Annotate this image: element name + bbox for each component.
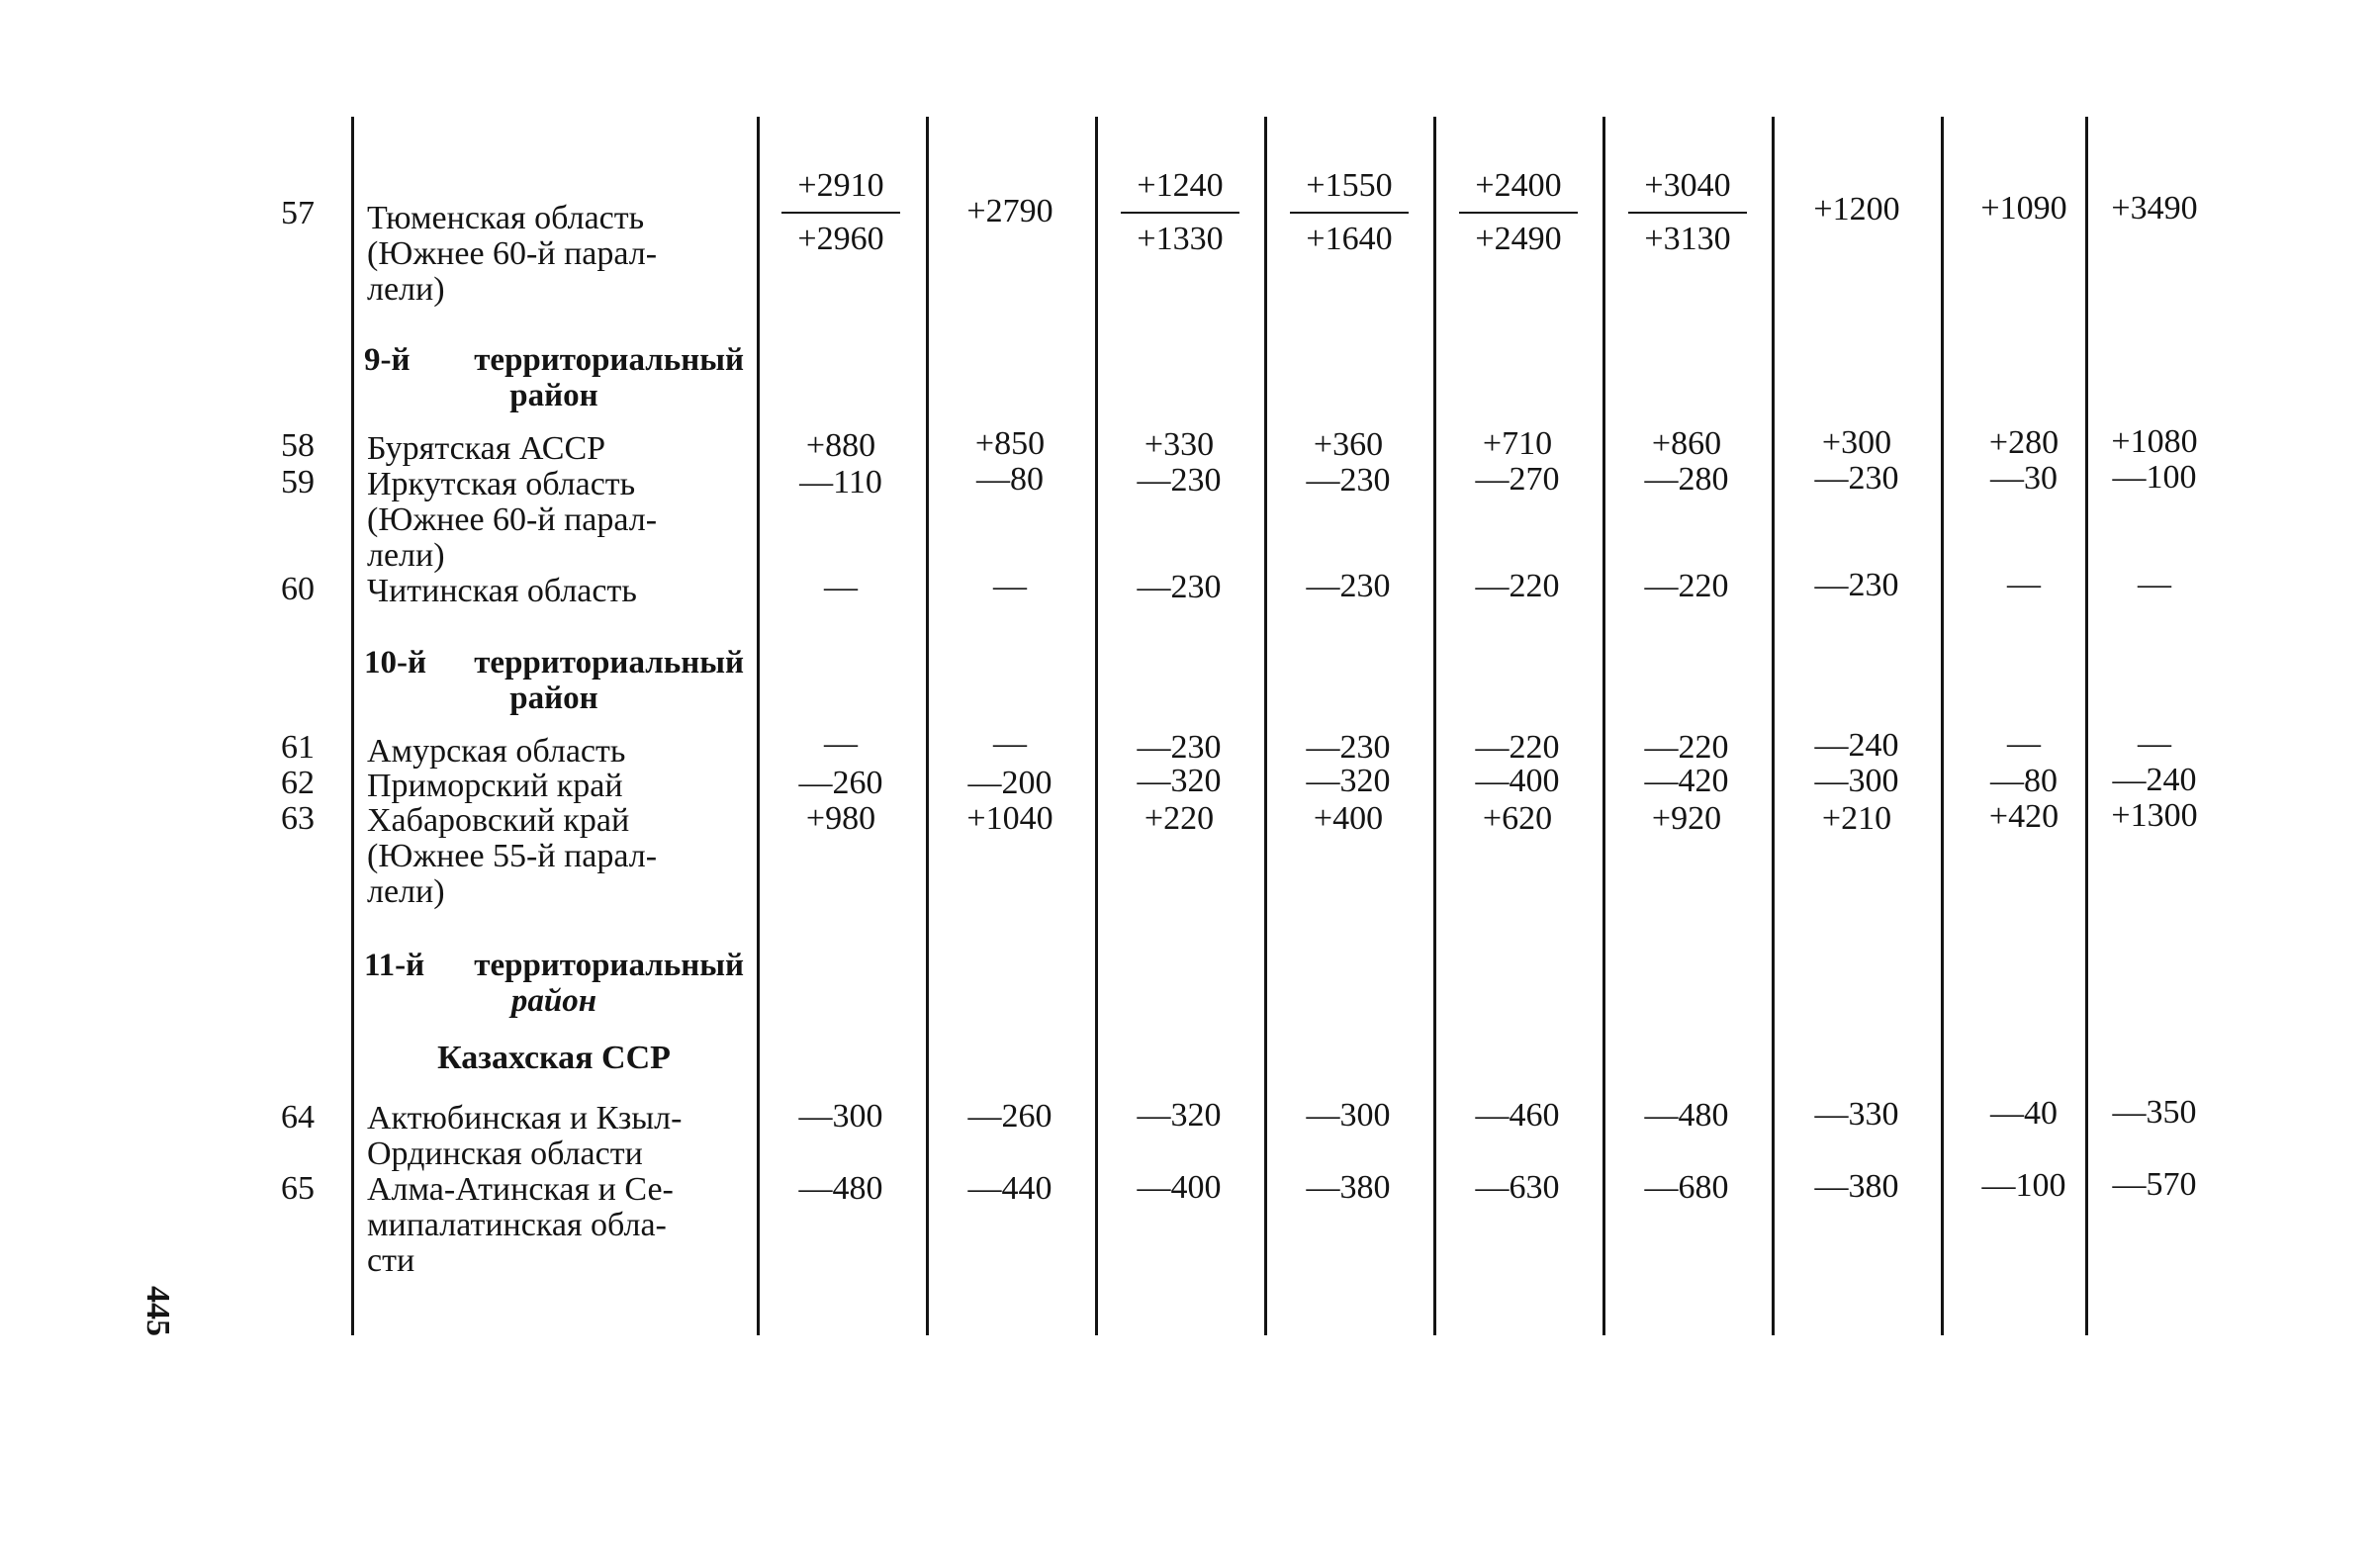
cell-value: —110 [799,464,882,500]
cell-value: —230 [1814,567,1899,603]
cell-value: —320 [1137,1097,1222,1134]
column-rule [1772,117,1775,1335]
cell-value: —80 [976,461,1044,498]
column-rule [1941,117,1944,1335]
cell-value: —300 [1814,763,1899,799]
row-number: 59 [281,464,315,500]
column-rule [1433,117,1436,1335]
cell-value: —220 [1644,729,1729,766]
cell-value: —400 [1137,1169,1222,1206]
cell-value: +710 [1482,425,1553,462]
cell-value: —460 [1475,1097,1560,1134]
row-number: 64 [281,1099,315,1136]
republic-header: Казахская ССР [437,1040,671,1076]
cell-value: +1090 [1980,190,2067,227]
cell-value: —240 [1814,727,1899,764]
cell-value: —480 [1644,1097,1729,1134]
cell-value: —400 [1475,763,1560,799]
cell-value: +620 [1482,800,1553,837]
cell-value: —270 [1475,461,1560,498]
cell-value: +330 [1144,426,1215,463]
section-header: 11-й территориальный район [364,948,744,1019]
region-name: Алма-Атинская и Се- мипалатинская обла- сти [367,1171,674,1279]
section-header: 10-й территориальный район [364,645,744,716]
cell-value: +280 [1988,424,2060,461]
cell-value: — [2138,566,2171,602]
region-name: Бурятская АССР [367,430,606,467]
cell-value: —230 [1137,569,1222,605]
cell-value: —320 [1306,763,1391,799]
column-rule [1264,117,1267,1335]
cell-value: —350 [2112,1094,2197,1131]
region-name: Хабаровский край (Южнее 55-й парал- лели) [367,802,658,910]
cell-value: —380 [1306,1169,1391,1206]
cell-value: —230 [1306,462,1391,499]
cell-value: +920 [1651,800,1722,837]
cell-value: —420 [1644,763,1729,799]
cell-value: —80 [1990,763,2058,799]
cell-value: —220 [1475,729,1560,766]
fraction-value: $\frac{+1240}{+1330}$ [1121,168,1239,257]
cell-value: —40 [1990,1095,2058,1132]
cell-value: —480 [798,1170,883,1207]
row-number: 60 [281,571,315,607]
cell-value: +1040 [966,800,1053,837]
cell-value: +420 [1988,798,2060,835]
cell-value: —230 [1306,568,1391,604]
cell-value: — [993,725,1027,762]
cell-value: —300 [1306,1097,1391,1134]
column-rule [1602,117,1605,1335]
cell-value: —280 [1644,461,1729,498]
cell-value: +850 [974,425,1046,462]
region-name: Читинская область [367,573,637,609]
cell-value: —570 [2112,1166,2197,1203]
cell-value: —680 [1644,1169,1729,1206]
cell-value: —230 [1137,729,1222,766]
cell-value: +860 [1651,425,1722,462]
column-rule [351,117,354,1335]
cell-value: +360 [1313,426,1384,463]
cell-value: — [2007,725,2041,762]
cell-value: —300 [798,1098,883,1135]
cell-value: —260 [798,765,883,801]
cell-value: —100 [2112,459,2197,496]
cell-value: +210 [1821,800,1892,837]
fraction-value: $\frac{+2910}{+2960}$ [781,168,900,257]
region-name: Амурская область [367,733,626,770]
fraction-value: $\frac{+3040}{+3130}$ [1628,168,1747,257]
region-name: Тюменская область (Южнее 60-й парал- лели) [367,200,658,308]
cell-value: —260 [967,1098,1053,1135]
cell-value: — [2007,566,2041,602]
cell-value: —220 [1644,568,1729,604]
region-name: Иркутская область (Южнее 60-й парал- лели) [367,466,658,574]
cell-value: —320 [1137,763,1222,799]
column-rule [926,117,929,1335]
cell-value: —440 [967,1170,1053,1207]
cell-value: —630 [1475,1169,1560,1206]
cell-value: +220 [1144,800,1215,837]
cell-value: —240 [2112,762,2197,798]
row-number: 61 [281,729,315,766]
row-number: 57 [281,195,315,231]
region-name: Актюбинская и Кзыл- Ординская области [367,1100,683,1172]
cell-value: —230 [1306,729,1391,766]
row-number: 62 [281,765,315,801]
cell-value: +2790 [966,193,1053,229]
section-header: 9-й территориальный район [364,342,744,413]
cell-value: —100 [1981,1167,2066,1204]
cell-value: —380 [1814,1168,1899,1205]
cell-value: —200 [967,765,1053,801]
page-number: 445 [139,1286,176,1336]
column-rule [757,117,760,1335]
row-number: 58 [281,427,315,464]
row-number: 65 [281,1170,315,1207]
cell-value: —220 [1475,568,1560,604]
cell-value: +1200 [1813,191,1900,227]
cell-value: —30 [1990,460,2058,497]
cell-value: +400 [1313,800,1384,837]
cell-value: +1080 [2111,423,2198,460]
cell-value: —230 [1137,462,1222,499]
cell-value: — [2138,725,2171,762]
cell-value: — [824,725,858,762]
cell-value: +1300 [2111,797,2198,834]
cell-value: +300 [1821,424,1892,461]
region-name: Приморский край [367,768,623,804]
column-rule [1095,117,1098,1335]
cell-value: +980 [805,800,876,837]
cell-value: +880 [805,427,876,464]
cell-value: +3490 [2111,190,2198,227]
cell-value: — [824,569,858,605]
cell-value: —230 [1814,460,1899,497]
cell-value: —330 [1814,1096,1899,1133]
fraction-value: $\frac{+2400}{+2490}$ [1459,168,1578,257]
fraction-value: $\frac{+1550}{+1640}$ [1290,168,1409,257]
row-number: 63 [281,800,315,837]
cell-value: — [993,568,1027,604]
